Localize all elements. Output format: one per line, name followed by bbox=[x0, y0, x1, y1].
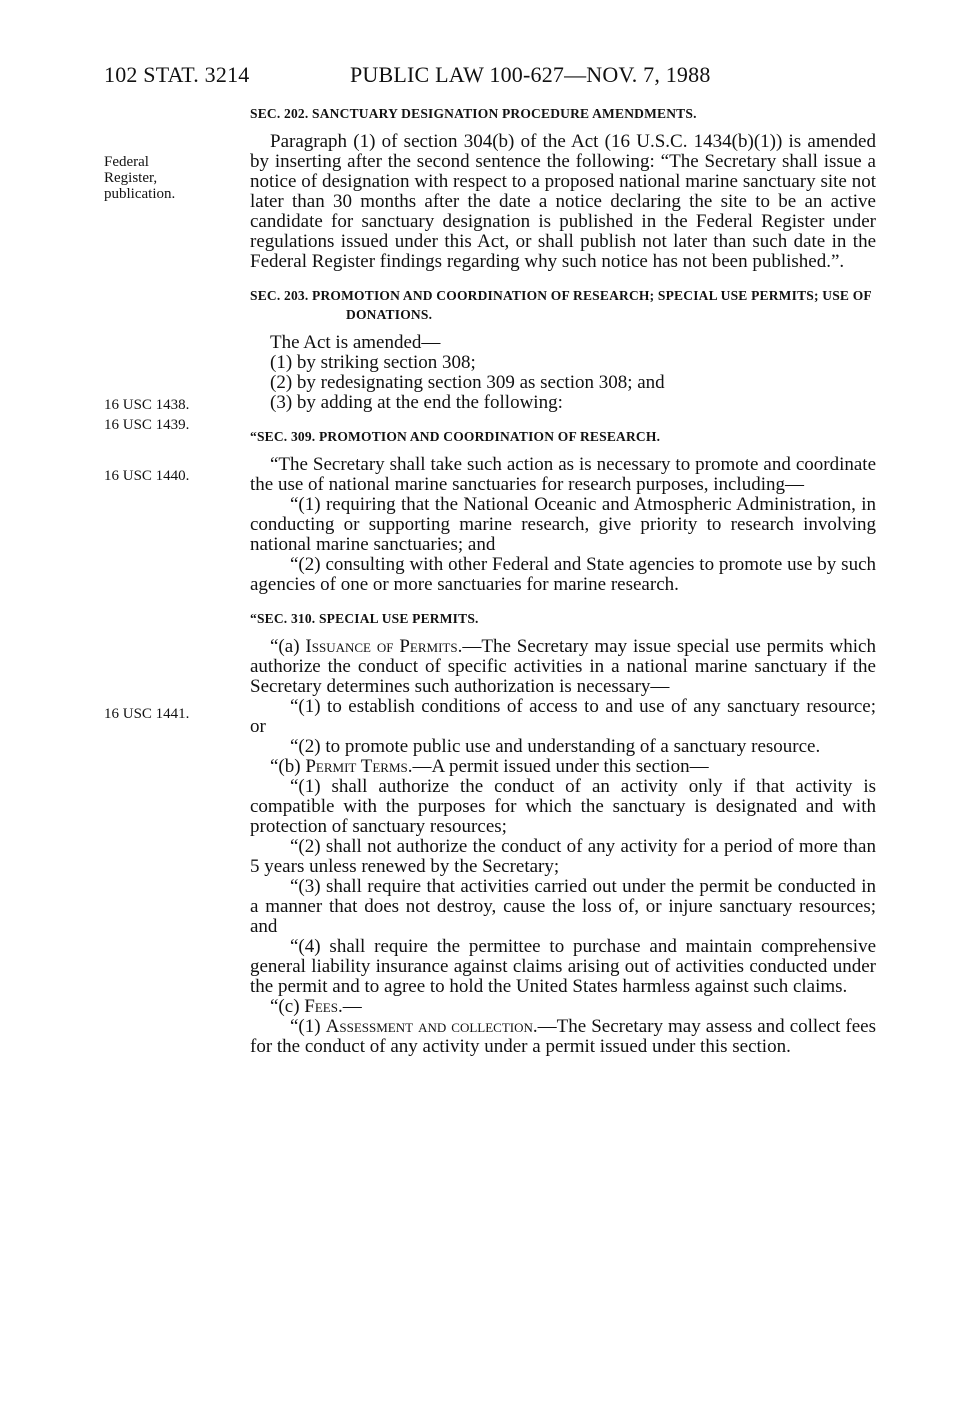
sec-309-text: “The Secretary shall take such action as is necessary to promote and coordinate the use of national marine sanctuaries for research purposes, including— bbox=[250, 454, 876, 495]
sec-310-subsection-c bbox=[250, 997, 876, 1017]
sec-309-item-1: “(1) requiring that the National Oceanic and Atmospheric Administration, in conducting or supporting marine research, give priority to research involving national marine sanctuaries; and bbox=[250, 494, 876, 555]
sec-202-heading: SEC. 202. SANCTUARY DESIGNATION PROCEDURE AMENDMENTS. bbox=[250, 106, 697, 121]
sec-310-a-title: Issuance of Permits. bbox=[305, 636, 463, 657]
margin-note-publication: publication. bbox=[104, 186, 176, 202]
sec-310-subsection-a bbox=[250, 637, 876, 697]
sec-310-b-title: Permit Terms. bbox=[305, 756, 413, 777]
sec-310-subsection-b bbox=[250, 757, 876, 777]
sec-203-item-3: (3) by adding at the end the following: bbox=[270, 392, 563, 413]
margin-note-federal: Federal bbox=[104, 154, 149, 170]
sec-310-c-dash: — bbox=[342, 996, 362, 1017]
sec-310-b-item-1: “(1) shall authorize the conduct of an activity only if that activity is compatible with the purposes for which the sanctuary is designated and with protection of sanctuary resources; bbox=[250, 776, 876, 837]
sec-310-b-label: “(b) bbox=[270, 756, 306, 777]
sec-202-text: Paragraph (1) of section 304(b) of the Act (16 U.S.C. 1434(b)(1)) is amended by inserting after the second sentence the following: “The Secretary shall issue a notice of designation with respect to a proposed national marine sanctuary site not later than 30 months after the date a notice declaring the site to be an active candidate for sanctuary designation is published in the Federal Register under regulations issued under this Act, or shall publish not later than such date in the Federal Register findings regarding why such notice has not been published.”. bbox=[250, 131, 876, 272]
sec-310-c-title: Fees. bbox=[304, 996, 343, 1017]
margin-note-register: Register, bbox=[104, 170, 158, 186]
sec-203-item-1: (1) by striking section 308; bbox=[270, 352, 476, 373]
stat-citation: 102 STAT. 3214 bbox=[104, 62, 250, 87]
sec-203-item-2: (2) by redesignating section 309 as section 308; and bbox=[270, 372, 665, 393]
sec-310-b-item-2: “(2) shall not authorize the conduct of any activity for a period of more than 5 years unless renewed by the Secretary; bbox=[250, 836, 876, 877]
sec-310-a-item-1: “(1) to establish conditions of access to and use of any sanctuary resource; or bbox=[250, 696, 876, 737]
sec-310-c1-text: —The Secretary may assess and collect fees for the conduct of any activity under a permit issued under this section. bbox=[250, 1016, 876, 1057]
sec-310-heading: “SEC. 310. SPECIAL USE PERMITS. bbox=[250, 611, 479, 626]
sec-203-intro: The Act is amended— bbox=[270, 332, 441, 353]
margin-note-usc-1439: 16 USC 1439. bbox=[104, 417, 190, 433]
sec-309-item-2: “(2) consulting with other Federal and State agencies to promote use by such agencies of one or more sanctuaries for marine research. bbox=[250, 554, 876, 595]
sec-310-b-item-4: “(4) shall require the permittee to purchase and maintain comprehensive general liability insurance against claims arising out of activities conducted under the permit and to agree to hold the United States harmless against such claims. bbox=[250, 936, 876, 997]
margin-note-usc-1440: 16 USC 1440. bbox=[104, 468, 190, 484]
sec-310-c1-title: Assessment and collection. bbox=[325, 1016, 538, 1037]
sec-310-c-label: “(c) bbox=[270, 996, 305, 1017]
document-body bbox=[250, 104, 876, 1057]
sec-310-a-label: “(a) bbox=[270, 636, 306, 657]
sec-310-b-item-3: “(3) shall require that activities carried out under the permit be conducted in a manner that does not destroy, cause the loss of, or injure sanctuary resources; and bbox=[250, 876, 876, 937]
sec-310-a-item-2: “(2) to promote public use and understanding of a sanctuary resource. bbox=[290, 736, 821, 757]
margin-note-usc-1441: 16 USC 1441. bbox=[104, 706, 190, 722]
public-law-title: PUBLIC LAW 100-627—NOV. 7, 1988 bbox=[350, 62, 711, 87]
sec-310-a-text: —The Secretary may issue special use permits which authorize the conduct of specific activities in a national marine sanctuary if the Secretary determines such authorization is necessary— bbox=[250, 636, 876, 697]
sec-310-c1-label: “(1) bbox=[290, 1016, 326, 1037]
margin-note-usc-1438: 16 USC 1438. bbox=[104, 397, 190, 413]
sec-310-c-item-1 bbox=[250, 1017, 876, 1057]
sec-310-b-text: —A permit issued under this section— bbox=[412, 756, 709, 777]
sec-203-heading: SEC. 203. PROMOTION AND COORDINATION OF RESEARCH; SPECIAL USE PERMITS; USE OF DONATIONS. bbox=[250, 288, 872, 322]
sec-309-heading: “SEC. 309. PROMOTION AND COORDINATION OF RESEARCH. bbox=[250, 429, 661, 444]
